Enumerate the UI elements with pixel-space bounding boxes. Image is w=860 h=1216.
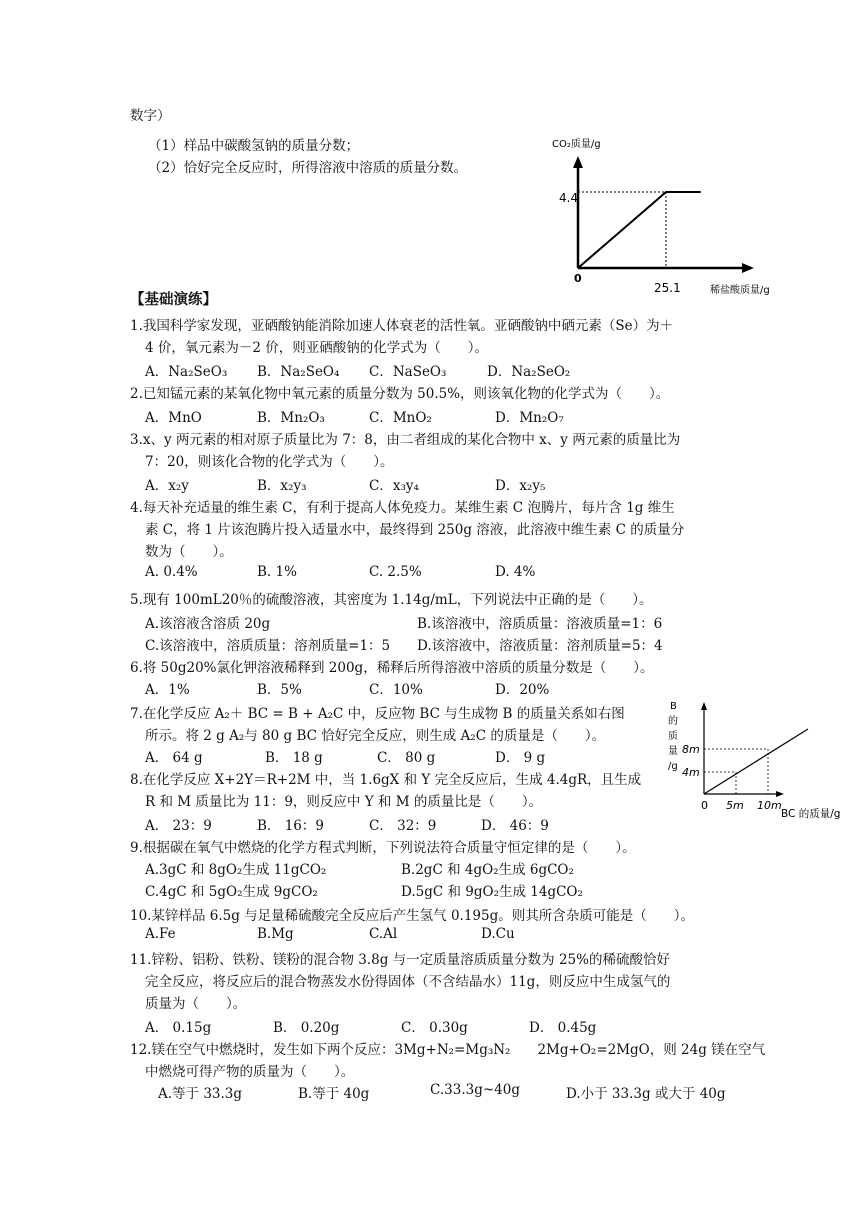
b-chart-ylabel-4: /g bbox=[668, 761, 678, 772]
q9-option-c: C.4gC 和 5gO₂生成 9gCO₂ bbox=[145, 884, 318, 900]
q9-option-b: B.2gC 和 4gO₂生成 6gCO₂ bbox=[401, 862, 574, 878]
b-chart-ylabel-2: 质 bbox=[668, 731, 678, 742]
q11-line-3: 质量为（ ）。 bbox=[145, 996, 247, 1012]
q3-option-b: B．x₂y₃ bbox=[257, 478, 307, 494]
b-chart-x-arrow bbox=[776, 791, 784, 797]
q3-option-c: C．x₃y₄ bbox=[369, 478, 419, 494]
b-chart-ytick-8m: 8m bbox=[682, 743, 700, 756]
co2-chart-series-line bbox=[578, 192, 701, 268]
b-chart-xtick-5m: 5m bbox=[726, 799, 744, 812]
co2-chart-ylabel: CO₂质量/g bbox=[552, 139, 601, 150]
co2-chart-xlabel: 稀盐酸质量/g bbox=[710, 285, 770, 296]
q4-option-a: A. 0.4% bbox=[145, 564, 198, 580]
q4-option-d: D. 4% bbox=[495, 564, 536, 580]
q7-line-1: 7.在化学反应 A₂＋ BC = B + A₂C 中，反应物 BC 与生成物 B 的质量关系如右图 bbox=[130, 706, 625, 722]
sub-question-2: （2）恰好完全反应时，所得溶液中溶质的质量分数。 bbox=[148, 160, 468, 176]
q6-line-1: 6.将 50g20%氯化钾溶液稀释到 200g，稀释后所得溶液中溶质的质量分数是（ ）。 bbox=[130, 660, 654, 676]
q1-option-d: D．Na₂SeO₂ bbox=[487, 364, 571, 380]
q5-line-1: 5.现有 100mL20％的硫酸溶液，其密度为 1.14g/mL，下列说法中正确的是（ ）。 bbox=[130, 592, 653, 608]
co2-chart-xtick: 25.1 bbox=[654, 281, 681, 295]
q2-option-c: C．MnO₂ bbox=[369, 410, 432, 426]
q1-option-c: C．NaSeO₃ bbox=[369, 364, 447, 380]
q1-option-a: A．Na₂SeO₃ bbox=[145, 364, 228, 380]
co2-chart-origin: 0 bbox=[574, 272, 582, 285]
b-chart-xtick-10m: 10m bbox=[757, 799, 782, 812]
q6-option-c: C．10% bbox=[369, 682, 423, 698]
b-chart-ylabel-1: 的 bbox=[668, 716, 678, 727]
q5-option-b: B.该溶液中，溶质质量：溶液质量=1：6 bbox=[417, 616, 663, 632]
q2-option-b: B．Mn₂O₃ bbox=[257, 410, 325, 426]
section-title: 【基础演练】 bbox=[130, 291, 217, 308]
co2-chart-y-arrow bbox=[573, 156, 583, 168]
b-mass-chart bbox=[664, 692, 858, 826]
q12-option-d: D.小于 33.3g 或大于 40g bbox=[566, 1086, 726, 1102]
q6-option-d: D．20% bbox=[495, 682, 550, 698]
b-chart-y-arrow bbox=[701, 702, 707, 710]
q2-line-1: 2.已知锰元素的某氧化物中氧元素的质量分数为 50.5%，则该氧化物的化学式为（ ）。 bbox=[130, 386, 670, 402]
q2-option-d: D．Mn₂O₇ bbox=[495, 410, 564, 426]
q12-line-1: 12.镁在空气中燃烧时，发生如下两个反应：3Mg+N₂=Mg₃N₂ 2Mg+O₂=2MgO，则 24g 镁在空气 bbox=[130, 1042, 766, 1058]
q1-line-2: 4 价，氧元素为－2 价，则亚硒酸钠的化学式为（ ）。 bbox=[145, 340, 489, 356]
q2-option-a: A．MnO bbox=[145, 410, 202, 426]
q10-option-b: B.Mg bbox=[257, 926, 294, 942]
q9-line-1: 9.根据碳在氧气中燃烧的化学方程式判断，下列说法符合质量守恒定律的是（ ）。 bbox=[130, 840, 636, 856]
q3-option-d: D．x₂y₅ bbox=[495, 478, 546, 494]
q10-option-a: A.Fe bbox=[145, 926, 176, 942]
q10-option-d: D.Cu bbox=[481, 926, 515, 942]
q8-option-a: A． 23：9 bbox=[145, 818, 212, 834]
q12-option-b: B.等于 40g bbox=[298, 1086, 370, 1102]
q4-line-3: 数为（ ）。 bbox=[145, 544, 233, 560]
b-chart-ylabel-0: B bbox=[670, 701, 677, 712]
q8-option-b: B． 16：9 bbox=[257, 818, 324, 834]
q3-line-2: 7：20，则该化合物的化学式为（ ）。 bbox=[145, 454, 394, 470]
q8-option-d: D． 46：9 bbox=[481, 818, 549, 834]
q7-option-d: D． 9 g bbox=[495, 750, 546, 766]
q4-option-c: C. 2.5% bbox=[369, 564, 422, 580]
co2-chart bbox=[548, 130, 780, 302]
co2-chart-ytick: 4.4 bbox=[559, 191, 579, 205]
q9-option-a: A.3gC 和 8gO₂生成 11gCO₂ bbox=[145, 862, 327, 878]
q5-option-c: C.该溶液中，溶质质量：溶剂质量=1：5 bbox=[145, 638, 391, 654]
q5-option-d: D.该溶液中，溶液质量：溶剂质量=5：4 bbox=[417, 638, 663, 654]
q12-option-a: A.等于 33.3g bbox=[158, 1086, 243, 1102]
q11-option-a: A． 0.15g bbox=[145, 1020, 212, 1036]
co2-chart-x-arrow bbox=[742, 263, 754, 273]
q4-line-1: 4.每天补充适量的维生素 C，有利于提高人体免疫力。某维生素 C 泡腾片，每片含 1g 维生 bbox=[130, 500, 675, 516]
q7-option-c: C． 80 g bbox=[377, 750, 436, 766]
q11-option-c: C． 0.30g bbox=[401, 1020, 468, 1036]
q10-option-c: C.Al bbox=[369, 926, 398, 942]
b-chart-origin: 0 bbox=[701, 799, 708, 812]
q11-line-2: 完全反应，将反应后的混合物蒸发水份得固体（不含结晶水）11g，则反应中生成氢气的 bbox=[145, 974, 671, 990]
q5-option-a: A.该溶液含溶质 20g bbox=[145, 616, 271, 632]
q8-line-2: R 和 M 质量比为 11：9，则反应中 Y 和 M 的质量比是（ ）。 bbox=[145, 794, 543, 810]
q9-option-d: D.5gC 和 9gO₂生成 14gCO₂ bbox=[401, 884, 583, 900]
q4-line-2: 素 C，将 1 片该泡腾片投入适量水中，最终得到 250g 溶液，此溶液中维生素 C 的质量分 bbox=[145, 522, 685, 538]
q1-line-1: 1.我国科学家发现，亚硒酸钠能消除加速人体衰老的活性氧。亚硒酸钠中硒元素（Se）为＋ bbox=[130, 318, 674, 334]
q12-line-2: 中燃烧可得产物的质量为（ ）。 bbox=[145, 1064, 355, 1080]
q10-line-1: 10.某锌样品 6.5g 与足量稀硫酸完全反应后产生氢气 0.195g。则其所含杂质可能是（ ）。 bbox=[130, 908, 694, 924]
q3-option-a: A．x₂y bbox=[145, 478, 189, 494]
q8-line-1: 8.在化学反应 X+2Y＝R+2M 中，当 1.6gX 和 Y 完全反应后，生成 4.4gR，且生成 bbox=[130, 772, 642, 788]
q1-option-b: B．Na₂SeO₄ bbox=[257, 364, 340, 380]
q7-option-a: A． 64 g bbox=[145, 750, 203, 766]
q11-option-b: B． 0.20g bbox=[273, 1020, 340, 1036]
q7-option-b: B． 18 g bbox=[265, 750, 323, 766]
q11-line-1: 11.锌粉、铝粉、铁粉、镁粉的混合物 3.8g 与一定质量溶质质量分数为 25%的稀硫酸恰好 bbox=[130, 952, 670, 968]
intro-tail: 数字） bbox=[130, 108, 171, 124]
b-chart-ytick-4m: 4m bbox=[682, 766, 700, 779]
q6-option-b: B．5% bbox=[257, 682, 302, 698]
q3-line-1: 3.x、y 两元素的相对原子质量比为 7：8，由二者组成的某化合物中 x、y 两元素的质量比为 bbox=[130, 432, 681, 448]
b-chart-xlabel: BC 的质量/g bbox=[781, 808, 841, 820]
q11-option-d: D． 0.45g bbox=[529, 1020, 597, 1036]
q4-option-b: B. 1% bbox=[257, 564, 297, 580]
b-chart-ylabel-3: 量 bbox=[668, 746, 678, 757]
q6-option-a: A．1% bbox=[145, 682, 190, 698]
q7-line-2: 所示。将 2 g A₂与 80 g BC 恰好完全反应，则生成 A₂C 的质量是（ ）。 bbox=[145, 728, 606, 744]
q12-option-c: C.33.3g~40g bbox=[430, 1082, 520, 1098]
sub-question-1: （1）样品中碳酸氢钠的质量分数； bbox=[148, 138, 360, 154]
q8-option-c: C． 32：9 bbox=[369, 818, 437, 834]
b-chart-series-line bbox=[704, 729, 808, 794]
